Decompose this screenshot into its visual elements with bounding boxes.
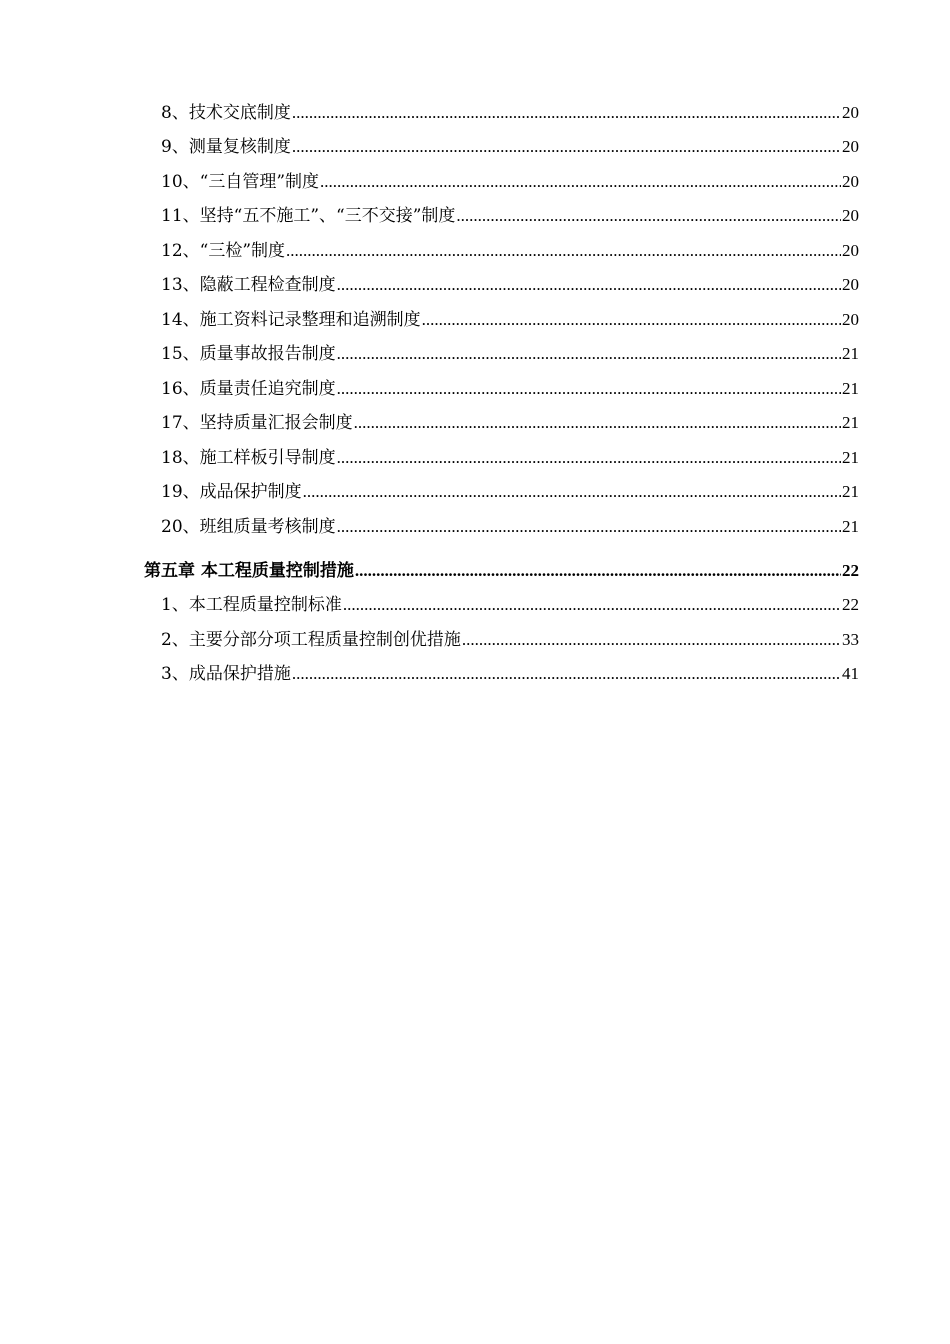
toc-entry-title: 9、测量复核制度 [161,137,291,157]
toc-entry[interactable] [161,135,859,159]
toc-page-number: 20 [842,172,859,191]
toc-entry-title: 18、施工样板引导制度 [161,448,336,468]
toc-entry[interactable] [161,446,859,470]
toc-page-number: 22 [842,561,859,580]
toc-page-number: 33 [842,630,859,649]
toc-chapter-heading[interactable] [144,559,859,583]
toc-entry-title: 14、施工资料记录整理和追溯制度 [161,310,421,330]
toc-dot-leader [303,480,841,504]
toc-dot-leader [320,170,841,194]
toc-page-number: 21 [842,379,859,398]
toc-entry[interactable] [161,308,859,332]
toc-entry-title: 13、隐蔽工程检查制度 [161,275,336,295]
toc-page-number: 21 [842,482,859,501]
toc-entry-title: 3、成品保护措施 [161,664,291,684]
toc-entry-title: 20、班组质量考核制度 [161,517,336,537]
toc-page-number: 20 [842,103,859,122]
toc-entry-title: 2、主要分部分项工程质量控制创优措施 [161,630,461,650]
toc-dot-leader [456,204,841,228]
toc-entry-title: 16、质量责任追究制度 [161,379,336,399]
toc-entry-title: 1、本工程质量控制标准 [161,595,342,615]
toc-page-number: 20 [842,310,859,329]
toc-entry[interactable] [161,411,859,435]
toc-entry-title: 17、坚持质量汇报会制度 [161,413,353,433]
toc-dot-leader [355,559,841,583]
toc-dot-leader [292,135,841,159]
toc-page-number: 21 [842,344,859,363]
toc-entry-title: 12、“三检”制度 [161,241,286,261]
toc-entry[interactable] [161,101,859,125]
toc-dot-leader [422,308,841,332]
toc-entry[interactable] [161,593,859,617]
toc-dot-leader [337,273,841,297]
toc-entry[interactable] [161,342,859,366]
toc-page-number: 20 [842,241,859,260]
toc-dot-leader [286,239,841,263]
toc-page-number: 20 [842,137,859,156]
toc-page-number: 20 [842,275,859,294]
toc-entry[interactable] [161,170,859,194]
toc-entry-title: 11、坚持“五不施工”、“三不交接”制度 [161,206,456,226]
toc-dot-leader [292,101,841,125]
toc-dot-leader [337,446,841,470]
toc-entry[interactable] [161,377,859,401]
toc-entry[interactable] [161,662,859,686]
toc-dot-leader [337,515,841,539]
toc-dot-leader [337,377,841,401]
toc-page-number: 20 [842,206,859,225]
toc-page-number: 22 [842,595,859,614]
toc-page-number: 21 [842,413,859,432]
toc-entry-title: 8、技术交底制度 [161,103,291,123]
toc-page-number: 41 [842,664,859,683]
toc-dot-leader [462,628,841,652]
toc-entry[interactable] [161,273,859,297]
toc-entry[interactable] [161,628,859,652]
toc-page-number: 21 [842,517,859,536]
toc-entry[interactable] [161,515,859,539]
toc-entry[interactable] [161,204,859,228]
toc-entry[interactable] [161,480,859,504]
toc-page-number: 21 [842,448,859,467]
toc-dot-leader [343,593,841,617]
toc-dot-leader [292,662,841,686]
toc-entry[interactable] [161,239,859,263]
toc-entry-title: 10、“三自管理”制度 [161,172,320,192]
toc-chapter-title: 第五章 本工程质量控制措施 [144,561,354,581]
toc-entry-title: 19、成品保护制度 [161,482,302,502]
toc-entry-title: 15、质量事故报告制度 [161,344,336,364]
toc-dot-leader [337,342,841,366]
toc-dot-leader [354,411,841,435]
